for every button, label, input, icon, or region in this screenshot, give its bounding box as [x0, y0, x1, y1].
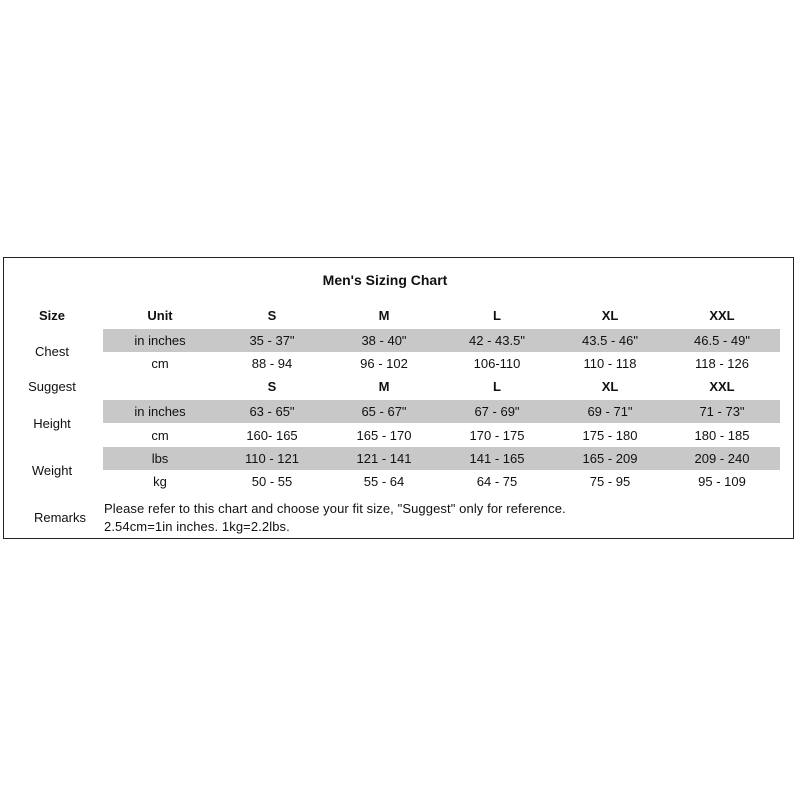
size-header-xxl: XXL	[709, 308, 735, 323]
height-inches-xxl: 71 - 73"	[699, 404, 745, 419]
weight-kg-m: 55 - 64	[363, 474, 405, 489]
weight-lbs-xxl: 209 - 240	[694, 451, 750, 466]
height-inches-unit: in inches	[134, 404, 186, 419]
size-label: Size	[38, 308, 65, 323]
weight-kg-s: 50 - 55	[251, 474, 293, 489]
weight-lbs-unit: lbs	[151, 451, 169, 466]
chest-cm-xl: 110 - 118	[583, 356, 637, 371]
height-label: Height	[33, 416, 71, 431]
weight-kg-l: 64 - 75	[476, 474, 518, 489]
unit-header: Unit	[147, 308, 173, 323]
height-cm-l: 170 - 175	[469, 428, 525, 443]
suggest-size-xl: XL	[601, 379, 619, 394]
chest-cm-s: 88 - 94	[251, 356, 293, 371]
remarks-label: Remarks	[33, 510, 86, 525]
size-header-m: M	[378, 308, 390, 323]
suggest-size-l: L	[493, 379, 501, 394]
weight-lbs-l: 141 - 165	[469, 451, 525, 466]
chest-cm-unit: cm	[151, 356, 169, 371]
height-inches-l: 67 - 69"	[474, 404, 520, 419]
chest-label: Chest	[35, 344, 69, 359]
weight-label: Weight	[31, 463, 73, 478]
size-header-xl: XL	[601, 308, 619, 323]
height-cm-xxl: 180 - 185	[694, 428, 750, 443]
height-cm-s: 160- 165	[246, 428, 298, 443]
chest-inches-xxl: 46.5 - 49"	[694, 333, 750, 348]
chest-cm-l: 106-110	[473, 356, 521, 371]
height-inches-m: 65 - 67"	[361, 404, 407, 419]
height-cm-unit: cm	[151, 428, 169, 443]
weight-lbs-xl: 165 - 209	[582, 451, 638, 466]
suggest-label: Suggest	[28, 379, 76, 394]
chest-inches-s: 35 - 37"	[249, 333, 295, 348]
chest-inches-m: 38 - 40"	[361, 333, 407, 348]
chart-title: Men's Sizing Chart	[322, 272, 448, 288]
weight-kg-xxl: 95 - 109	[698, 474, 746, 489]
height-cm-xl: 175 - 180	[582, 428, 638, 443]
height-cm-m: 165 - 170	[356, 428, 412, 443]
chest-cm-m: 96 - 102	[360, 356, 408, 371]
chest-cm-xxl: 118 - 126	[695, 356, 749, 371]
suggest-size-s: S	[267, 379, 277, 394]
chest-inches-xl: 43.5 - 46"	[582, 333, 638, 348]
remarks-line-2: 2.54cm=1in inches. 1kg=2.2lbs.	[104, 519, 290, 534]
sizing-chart-frame	[3, 257, 794, 539]
weight-kg-unit: kg	[153, 474, 167, 489]
height-inches-xl: 69 - 71"	[587, 404, 633, 419]
weight-lbs-m: 121 - 141	[356, 451, 412, 466]
size-header-l: L	[493, 308, 501, 323]
suggest-size-m: M	[378, 379, 390, 394]
weight-kg-xl: 75 - 95	[589, 474, 631, 489]
weight-lbs-s: 110 - 121	[245, 451, 299, 466]
remarks-line-1: Please refer to this chart and choose your fit size, "Suggest" only for reference.	[104, 501, 566, 516]
height-inches-s: 63 - 65"	[249, 404, 295, 419]
size-header-s: S	[267, 308, 277, 323]
suggest-size-xxl: XXL	[709, 379, 735, 394]
chest-inches-unit: in inches	[134, 333, 186, 348]
chest-inches-l: 42 - 43.5"	[469, 333, 525, 348]
